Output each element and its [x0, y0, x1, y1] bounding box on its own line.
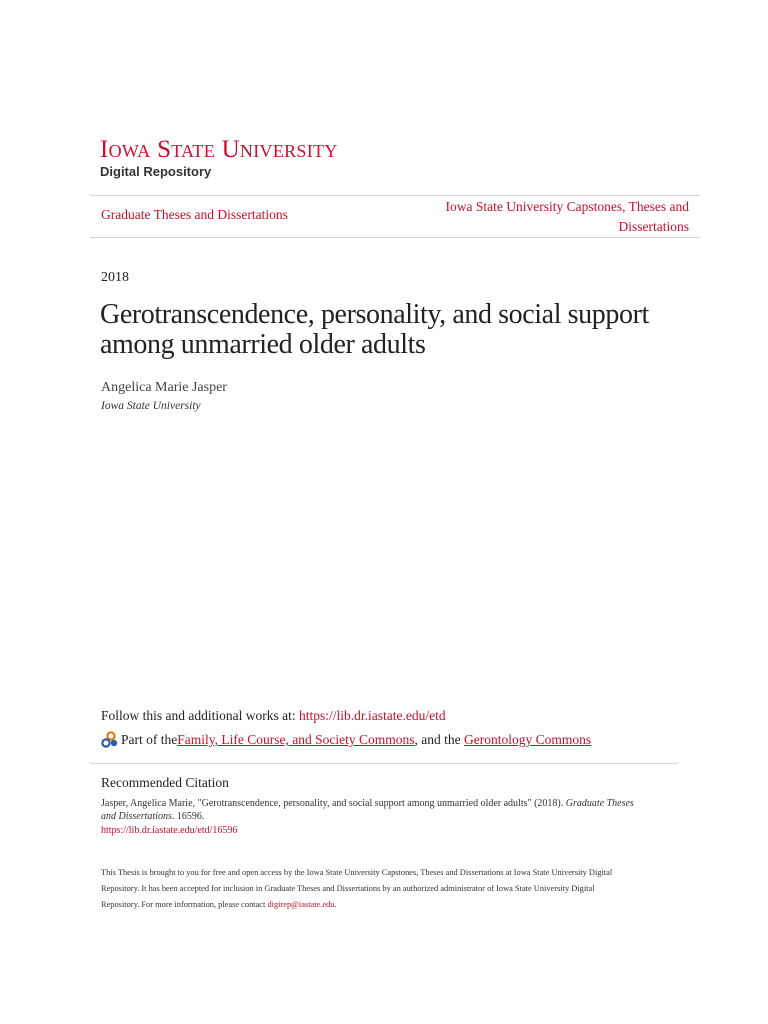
publication-year: 2018 — [101, 270, 129, 285]
part-of-prefix: Part of the — [121, 732, 178, 747]
collection-link-capstones[interactable] — [400, 197, 689, 237]
citation-body: Jasper, Angelica Marie, "Gerotranscendence, personality, and social support among unmarried older adults" (2018). — [101, 798, 566, 809]
citation-text — [101, 797, 681, 823]
collections-divider — [90, 237, 700, 238]
part-of-commons — [101, 731, 591, 749]
gerontology-commons-link[interactable]: Gerontology Commons — [463, 732, 592, 747]
access-statement-line1: This Thesis is brought to you for free and open access by the Iowa State University Capstones, Theses and Dissertations at Iowa State University Digital — [101, 868, 613, 877]
follow-prefix: Follow this and additional works at: — [101, 708, 299, 723]
access-statement-end: . — [334, 900, 337, 909]
follow-works — [101, 708, 446, 724]
title-line-2: among unmarried older adults — [100, 329, 426, 360]
citation-journal-line2: and Dissertations — [101, 811, 172, 822]
citation-number: . 16596. — [171, 811, 205, 822]
citation-divider — [90, 763, 678, 764]
part-of-middle: , and the — [414, 732, 464, 747]
family-life-course-commons-link[interactable]: Family, Life Course, and Society Commons — [177, 732, 415, 747]
access-statement — [101, 865, 681, 913]
collection-link-capstones-line1[interactable]: Iowa State University Capstones, Theses and — [445, 199, 689, 214]
citation-link[interactable]: https://lib.dr.iastate.edu/etd/16596 — [101, 825, 238, 836]
document-title — [100, 300, 690, 360]
repository-subtitle: Digital Repository — [100, 164, 212, 179]
access-statement-line3: Repository. For more information, please contact — [101, 900, 268, 909]
commons-network-icon — [101, 731, 119, 749]
title-line-1: Gerotranscendence, personality, and social support — [100, 299, 649, 330]
citation-journal-line1: Graduate Theses — [565, 798, 634, 809]
author-affiliation: Iowa State University — [101, 400, 201, 412]
contact-email-link[interactable]: digirep@iastate.edu — [267, 900, 335, 909]
etd-link[interactable]: https://lib.dr.iastate.edu/etd — [299, 708, 446, 723]
recommended-citation-heading: Recommended Citation — [101, 775, 229, 790]
access-statement-line2: Repository. It has been accepted for inclusion in Graduate Theses and Dissertations by an authorized administrator of Iowa State University Digital — [101, 884, 595, 893]
top-divider — [90, 195, 700, 196]
university-logo: Iowa State University — [100, 136, 338, 163]
author-name: Angelica Marie Jasper — [101, 380, 227, 395]
collection-link-graduate-theses[interactable]: Graduate Theses and Dissertations — [101, 207, 288, 222]
collection-link-capstones-line2[interactable]: Dissertations — [618, 219, 689, 234]
